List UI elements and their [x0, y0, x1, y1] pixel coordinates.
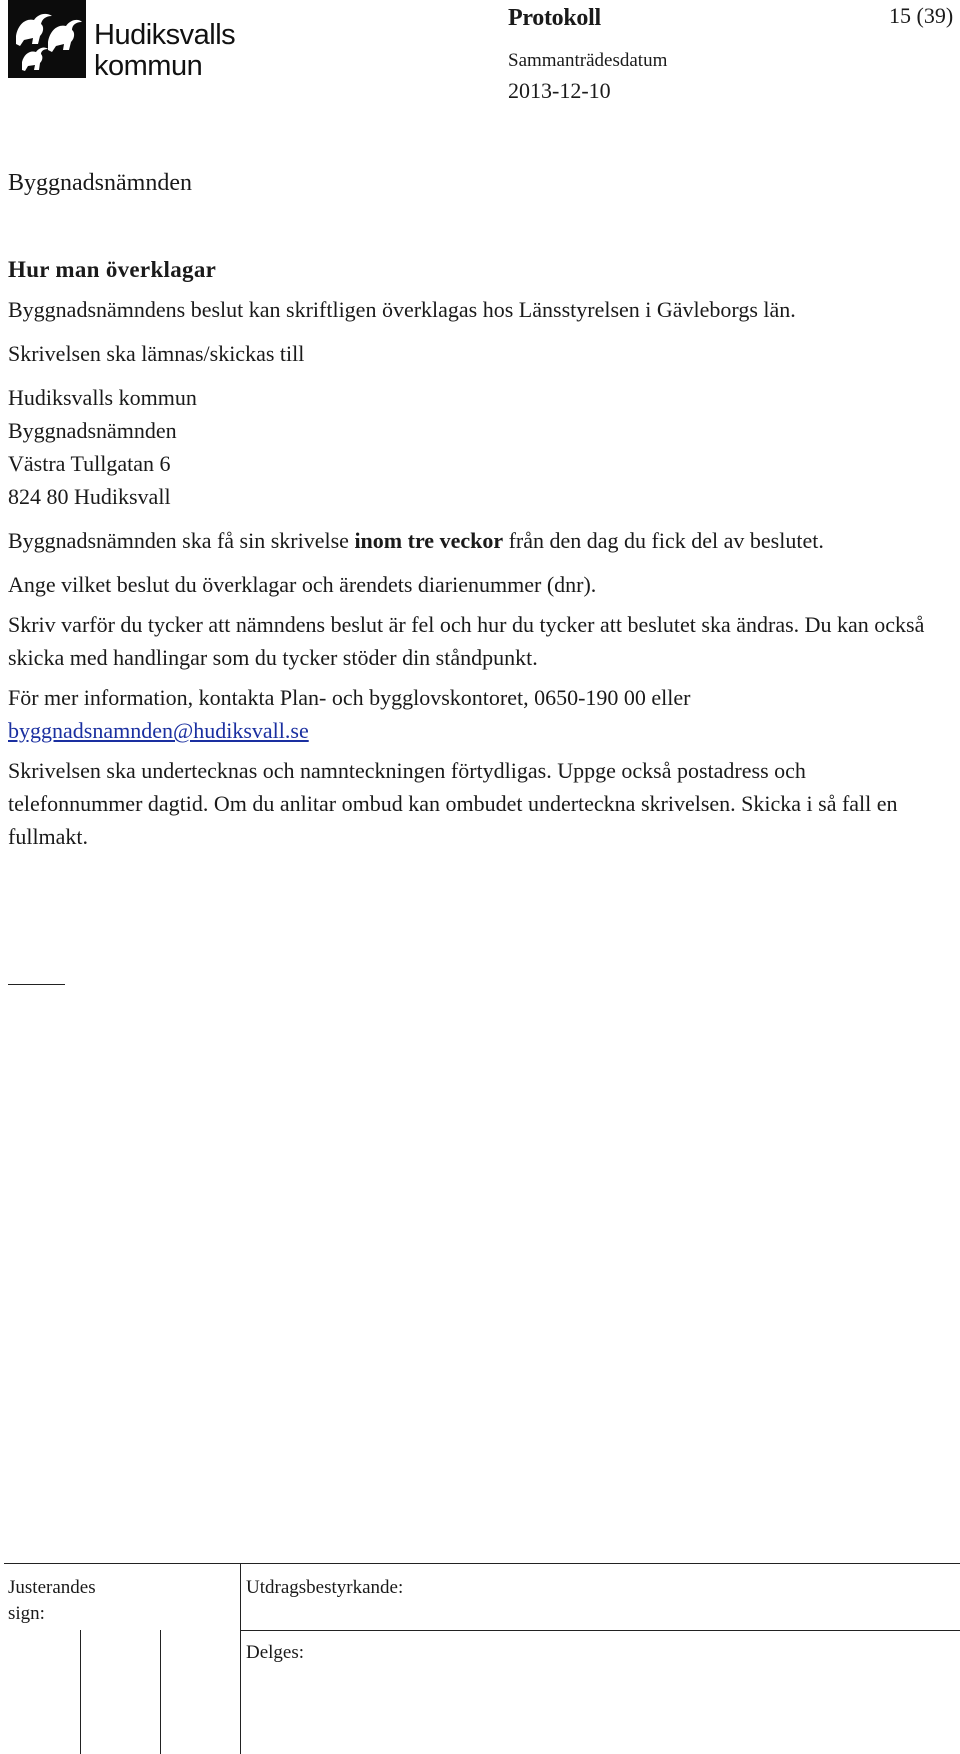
goat-emblem-icon [8, 0, 86, 78]
meeting-date-label: Sammanträdesdatum [508, 50, 668, 71]
page-number: 15 (39) [889, 3, 954, 28]
paragraph-send-to: Skrivelsen ska lämnas/skickas till [8, 341, 305, 366]
address-line: Västra Tullgatan 6 [8, 451, 171, 476]
postal-address [8, 381, 938, 513]
footer-column-divider [240, 1563, 241, 1754]
address-line: Byggnadsnämnden [8, 418, 177, 443]
municipality-logo [8, 0, 86, 78]
paragraph-contact [8, 681, 938, 747]
utdragsbestyrkande-label: Utdragsbestyrkande: [246, 1577, 404, 1598]
document-body [8, 293, 938, 853]
paragraph-reasons: Skriv varför du tycker att nämndens beslut är fel och hur du tycker att beslutet ska ändras. Du kan också skicka med handlingar som du tycker stöder din ståndpunkt. [8, 612, 925, 670]
paragraph-specify-decision: Ange vilket beslut du överklagar och ärendets diarienummer (dnr). [8, 572, 597, 597]
address-line: 824 80 Hudiksvall [8, 484, 171, 509]
justerandes-label: Justerandes [8, 1577, 96, 1598]
contact-text: För mer information, kontakta Plan- och bygglovskontoret, 0650-190 00 eller [8, 685, 691, 710]
meeting-date-value: 2013-12-10 [508, 78, 611, 103]
wordmark-line-1: Hudiksvalls [94, 19, 236, 51]
board-name: Byggnadsnämnden [8, 170, 192, 196]
address-line: Hudiksvalls kommun [8, 385, 197, 410]
signature-cell-divider [160, 1630, 161, 1754]
footer-top-border [4, 1563, 960, 1564]
email-link[interactable]: byggnadsnamnden@hudiksvall.se [8, 718, 309, 743]
delges-label: Delges: [246, 1642, 305, 1663]
deadline-text-pre: Byggnadsnämnden ska få sin skrivelse [8, 528, 355, 553]
deadline-emphasis: inom tre veckor [354, 528, 504, 553]
paragraph-appeal-authority: Byggnadsnämndens beslut kan skriftligen överklagas hos Länsstyrelsen i Gävleborgs län. [8, 297, 796, 322]
signature-cell-divider [80, 1630, 81, 1754]
document-type: Protokoll [508, 5, 601, 31]
deadline-text-post: från den dag du fick del av beslutet. [503, 528, 824, 553]
paragraph-deadline [8, 524, 938, 557]
sign-label: sign: [8, 1603, 45, 1624]
footer-middle-border [240, 1630, 960, 1631]
paragraph-signing: Skrivelsen ska undertecknas och namnteckningen förtydligas. Uppge också postadress och telefonnummer dagtid. Om du anlitar ombud kan ombudet underteckna skrivelsen. Skicka i så fall en fullmakt. [8, 758, 898, 849]
wordmark-line-2: kommun [94, 50, 203, 82]
municipality-wordmark [94, 20, 235, 82]
section-heading: Hur man överklagar [8, 257, 217, 282]
separator-rule [8, 984, 65, 985]
